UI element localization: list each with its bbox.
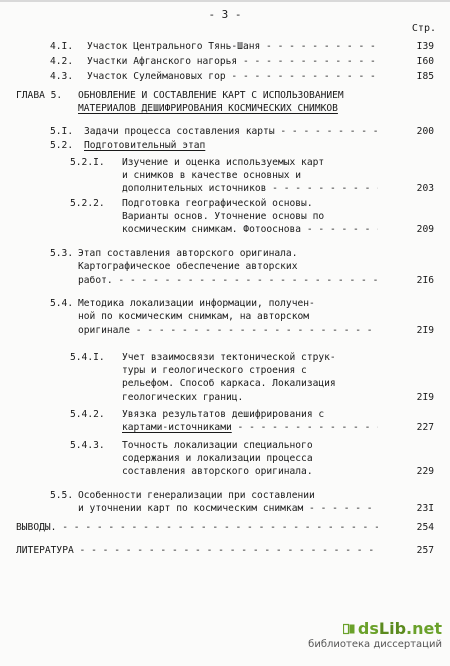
toc-page-5-2-1: 203	[387, 183, 434, 195]
toc-title-5-4-3-line-1: Точность локализации специального	[122, 440, 313, 451]
chapter-5-label: ГЛАВА 5.	[16, 90, 63, 101]
toc-title-5-2-1-line-1: Изучение и оценка используемых карт	[122, 157, 325, 168]
toc-page-literature: 257	[387, 545, 434, 557]
toc-title-5-4-2-line-2: картами-источниками - - -	[122, 422, 378, 434]
toc-title-5-4-1-line-3: рельефом. Способ каркаса. Локализация	[122, 378, 336, 389]
toc-num-4-2: 4.2.	[50, 56, 74, 67]
toc-title-5-4-3-line-2: содержания и локализации процесса	[122, 453, 313, 464]
toc-title-5-4-1-line-4: геологических границ.	[122, 392, 244, 403]
toc-page-4-2: I60	[387, 56, 434, 68]
toc-num-5-3: 5.3.	[50, 248, 74, 259]
toc-num-5-4-1: 5.4.I.	[70, 352, 105, 363]
dslib-subtitle: библиотека диссертаций	[308, 639, 442, 650]
toc-literature: ЛИТЕРАТУРА - - -	[16, 545, 378, 557]
toc-title-5-2-2-line-1: Подготовка географической основы.	[122, 198, 313, 209]
toc-page-conclusions: 254	[387, 522, 434, 534]
toc-title-5-3-line-2: Картографическое обеспечение авторских	[78, 261, 298, 272]
toc-page-5-2-2: 209	[387, 224, 434, 236]
page-number: - 3 -	[208, 8, 242, 21]
toc-page-5-1: 200	[387, 126, 434, 138]
toc-title-4-3: Участок Сулеймановых гор - - -	[87, 71, 377, 83]
toc-num-5-1: 5.I.	[50, 126, 74, 137]
toc-title-5-3-line-3: работ. - - -	[78, 275, 378, 287]
toc-num-5-4-3: 5.4.3.	[70, 440, 105, 451]
toc-title-5-2-1-line-2: и снимков в качестве основных и	[122, 170, 302, 181]
toc-num-5-2-2: 5.2.2.	[70, 198, 105, 209]
toc-num-4-1: 4.I.	[50, 41, 74, 52]
toc-page-4-1: I39	[387, 41, 434, 53]
toc-title-5-4-line-3: оригинале - - -	[78, 325, 378, 337]
page-edge	[0, 0, 450, 2]
toc-num-5-2: 5.2.	[50, 140, 74, 151]
toc-page-5-4-2: 227	[387, 422, 434, 434]
toc-title-5-5-line-1: Особенности генерализации при составлении	[78, 490, 315, 501]
toc-title-5-2-2-line-2: Варианты основ. Уточнение основы по	[122, 211, 325, 222]
toc-title-5-5-line-2: и уточнении карт по космическим снимкам - - -	[78, 503, 378, 515]
toc-num-5-4-2: 5.4.2.	[70, 409, 105, 420]
toc-title-5-4-1-line-1: Учет взаимосвязи тектонической струк-	[122, 352, 336, 363]
toc-page-4-3: I85	[387, 71, 434, 83]
toc-page-5-4-3: 229	[387, 466, 434, 478]
toc-title-5-4-2-line-1: Увязка результатов дешифрирования с	[122, 409, 325, 420]
toc-conclusions: ВЫВОДЫ. - - -	[16, 522, 378, 534]
toc-title-5-4-line-2: ной по космическим снимкам, на авторском	[78, 311, 310, 322]
toc-page-5-4: 2I9	[387, 325, 434, 337]
toc-title-5-4-3-line-3: составления авторского оригинала.	[122, 466, 313, 477]
dslib-watermark[interactable]	[308, 619, 442, 650]
toc-page-5-5: 23I	[387, 503, 434, 515]
page-column-header: Стр.	[411, 23, 436, 34]
toc-title-5-3-line-1: Этап составления авторского оригинала.	[78, 248, 298, 259]
toc-num-5-4: 5.4.	[50, 298, 74, 309]
toc-title-4-1: Участок Центрального Тянь-Шаня - - -	[87, 41, 377, 53]
toc-title-5-2: Подготовительный этап	[84, 140, 206, 151]
toc-title-4-2: Участки Афганского нагорья - - -	[87, 56, 377, 68]
toc-num-5-5: 5.5.	[50, 490, 74, 501]
toc-title-5-1: Задачи процесса составления карты - - -	[84, 126, 378, 138]
toc-title-5-2-1-line-3: дополнительных источников - - -	[122, 183, 378, 195]
toc-title-5-2-2-line-3: космическим снимкам. Фотооснова - - -	[122, 224, 378, 236]
toc-page-5-4-1: 2I9	[387, 392, 434, 404]
chapter-5-title-line-2: МАТЕРИАЛОВ ДЕШИФРИРОВАНИЯ КОСМИЧЕСКИХ СНИМКОВ	[78, 103, 338, 114]
toc-title-5-4-line-1: Методика локализации информации, получен-	[78, 298, 315, 309]
toc-page-5-3: 2I6	[387, 275, 434, 287]
book-icon	[343, 623, 355, 635]
toc-num-4-3: 4.3.	[50, 71, 74, 82]
dslib-logo: dsLib.net	[308, 619, 442, 638]
chapter-5-title-line-1: ОБНОВЛЕНИЕ И СОСТАВЛЕНИЕ КАРТ С ИСПОЛЬЗОВАНИЕМ	[78, 90, 344, 101]
toc-title-5-4-1-line-2: туры и геологического строения с	[122, 365, 307, 376]
toc-num-5-2-1: 5.2.I.	[70, 157, 105, 168]
